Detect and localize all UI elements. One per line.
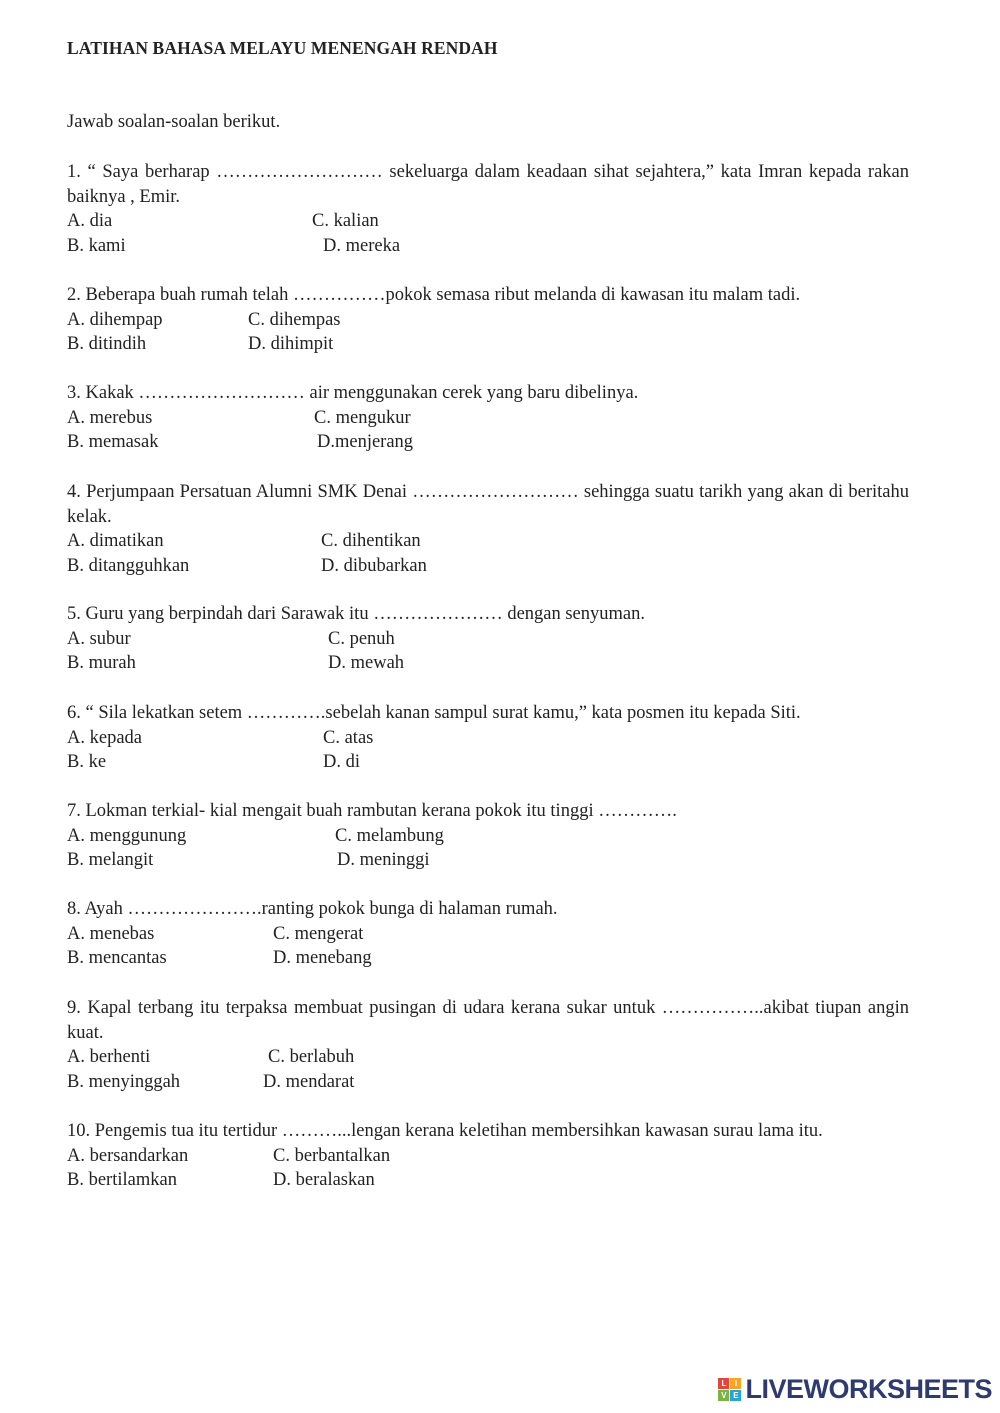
option-c: C. kalian	[312, 211, 379, 231]
question-stem: 9. Kapal terbang itu terpaksa membuat pusingan di udara kerana sukar untuk ……………..akibat tiupan angin kuat.	[67, 998, 909, 1043]
question-stem: 7. Lokman terkial- kial mengait buah rambutan kerana pokok itu tinggi ………….	[67, 801, 677, 821]
option-a: A. dimatikan	[67, 531, 164, 551]
option-b: B. memasak	[67, 432, 159, 452]
logo-tile-e: E	[730, 1390, 741, 1401]
option-b: B. bertilamkan	[67, 1170, 177, 1190]
question-stem: 1. “ Saya berharap ……………………… sekeluarga dalam keadaan sihat sejahtera,” kata Imran kepada rakan baiknya , Emir.	[67, 162, 909, 207]
option-c: C. atas	[323, 727, 374, 748]
option-a: A. menggunung	[67, 825, 187, 846]
question-6	[67, 701, 909, 775]
option-c: C. berbantalkan	[273, 1145, 391, 1166]
option-b: B. kami	[67, 235, 126, 256]
question-stem: 3. Kakak ……………………… air menggunakan cerek yang baru dibelinya.	[67, 383, 639, 403]
option-b: B. melangit	[67, 850, 154, 870]
question-8	[67, 897, 909, 971]
option-b: B. ditindih	[67, 334, 147, 354]
option-b: B. murah	[67, 653, 136, 673]
question-stem: 10. Pengemis tua itu tertidur ………...lengan kerana keletihan membersihkan kawasan surau lama itu.	[67, 1121, 823, 1141]
option-a: A. dia	[67, 211, 113, 231]
option-a: A. menebas	[67, 923, 155, 944]
question-1	[67, 160, 909, 258]
option-a: A. merebus	[67, 407, 153, 428]
option-a: A. berhenti	[67, 1047, 151, 1067]
option-c: C. mengerat	[273, 923, 364, 944]
question-7	[67, 799, 909, 873]
option-d: D. mereka	[323, 235, 401, 256]
option-c: C. berlabuh	[268, 1047, 355, 1067]
logo-icon	[718, 1378, 741, 1401]
logo-text: LIVEWORKSHEETS	[745, 1374, 992, 1404]
option-a: A. bersandarkan	[67, 1145, 189, 1166]
option-b: B. mencantas	[67, 948, 167, 968]
option-d: D. meninggi	[337, 850, 430, 870]
question-stem: 8. Ayah ………………….ranting pokok bunga di halaman rumah.	[67, 899, 558, 919]
option-b: B. menyinggah	[67, 1071, 181, 1092]
question-stem: 2. Beberapa buah rumah telah ……………pokok semasa ribut melanda di kawasan itu malam tadi.	[67, 285, 801, 305]
option-d: D. di	[323, 752, 360, 772]
option-c: C. dihentikan	[321, 531, 421, 551]
question-4	[67, 480, 909, 578]
option-b: B. ke	[67, 752, 107, 772]
option-c: C. penuh	[328, 628, 395, 649]
logo-tile-l: L	[718, 1378, 729, 1389]
option-d: D. dibubarkan	[321, 555, 427, 576]
option-d: D. beralaskan	[273, 1170, 375, 1190]
option-c: C. dihempas	[248, 309, 341, 330]
option-d: D.menjerang	[317, 432, 414, 452]
logo-tile-v: V	[718, 1390, 729, 1401]
question-stem: 4. Perjumpaan Persatuan Alumni SMK Denai ……………………… sehingga suatu tarikh yang akan di beritahu kelak.	[67, 482, 909, 527]
question-10	[67, 1119, 909, 1193]
option-c: C. melambung	[335, 825, 444, 846]
logo-tile-i: I	[730, 1378, 741, 1389]
question-2	[67, 283, 909, 357]
question-5	[67, 602, 909, 676]
option-b: B. ditangguhkan	[67, 555, 190, 576]
option-a: A. dihempap	[67, 309, 163, 330]
question-3	[67, 381, 909, 455]
question-stem: 5. Guru yang berpindah dari Sarawak itu ………………… dengan senyuman.	[67, 604, 645, 624]
option-d: D. menebang	[273, 948, 372, 968]
option-d: D. mendarat	[263, 1071, 355, 1092]
page-title: LATIHAN BAHASA MELAYU MENENGAH RENDAH	[67, 38, 498, 58]
liveworksheets-logo[interactable]	[718, 1374, 992, 1405]
option-d: D. mewah	[328, 653, 405, 673]
instruction-text: Jawab soalan-soalan berikut.	[67, 112, 281, 132]
option-d: D. dihimpit	[248, 334, 334, 354]
option-a: A. kepada	[67, 727, 142, 748]
option-a: A. subur	[67, 628, 131, 649]
option-c: C. mengukur	[314, 407, 411, 428]
question-9	[67, 996, 909, 1094]
question-stem: 6. “ Sila lekatkan setem ………….sebelah kanan sampul surat kamu,” kata posmen itu kepada Siti.	[67, 703, 801, 723]
